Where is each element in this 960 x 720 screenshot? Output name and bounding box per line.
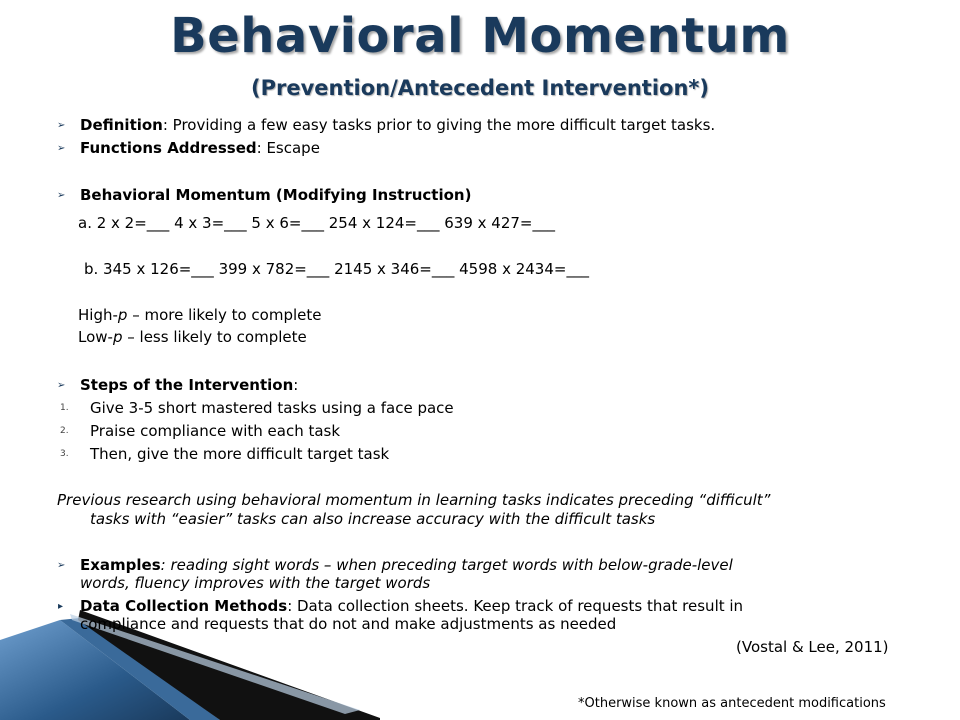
definition-text: : Providing a few easy tasks prior to giving the more difficult target tasks. [162, 116, 716, 134]
step-item: Then, give the more difficult target task [90, 445, 390, 463]
high-p-letter: p [117, 306, 128, 324]
functions-line [80, 139, 320, 158]
examples-line-2 [80, 574, 430, 593]
step-item: Praise compliance with each task [90, 422, 341, 440]
examples-label: Examples [80, 556, 161, 574]
low-p-line [78, 328, 307, 347]
data-collection-line-1 [80, 597, 743, 616]
step-number: 3. [60, 449, 69, 459]
low-p-letter: p [112, 328, 123, 346]
citation: (Vostal & Lee, 2011) [736, 638, 889, 656]
bullet-arrow-icon: ➢ [57, 560, 66, 571]
example-a: a. 2 x 2=___ 4 x 3=___ 5 x 6=___ 254 x 124=___ 639 x 427=___ [78, 214, 555, 232]
example-b: b. 345 x 126=___ 399 x 782=___ 2145 x 346=___ 4598 x 2434=___ [84, 260, 589, 278]
research-line-2 [90, 510, 655, 529]
low-p-suffix: – less likely to complete [122, 328, 307, 346]
examples-text-2: words, fluency improves with the target words [80, 574, 431, 592]
bullet-triangle-icon: ▸ [58, 601, 64, 612]
low-p-prefix: Low- [78, 328, 113, 346]
steps-header [80, 376, 298, 395]
examples-text-1: : reading sight words – when preceding target words with below-grade-level [160, 556, 733, 574]
step-number: 2. [60, 426, 69, 436]
steps-colon: : [293, 376, 299, 394]
high-p-prefix: High- [78, 306, 118, 324]
step-item: Give 3-5 short mastered tasks using a face pace [90, 399, 454, 417]
steps-label: Steps of the Intervention [80, 376, 294, 394]
examples-line-1 [80, 556, 733, 575]
research-text-1: Previous research using behavioral momentum in learning tasks indicates preceding “difficult” [57, 491, 771, 509]
research-line-1 [57, 491, 770, 510]
bullet-arrow-icon: ➢ [57, 380, 66, 391]
definition-line [80, 116, 715, 135]
data-collection-line-2: compliance and requests that do not and make adjustments as needed [80, 615, 617, 633]
functions-text: : Escape [256, 139, 320, 157]
data-collection-label: Data Collection Methods [80, 597, 288, 615]
functions-label: Functions Addressed [80, 139, 257, 157]
high-p-suffix: – more likely to complete [127, 306, 322, 324]
momentum-header-text: Behavioral Momentum (Modifying Instruction) [80, 186, 472, 204]
high-p-line [78, 306, 322, 325]
bullet-arrow-icon: ➢ [57, 143, 66, 154]
slide-subtitle: (Prevention/Antecedent Intervention*) [251, 76, 709, 100]
bullet-arrow-icon: ➢ [57, 120, 66, 131]
research-text-2: tasks with “easier” tasks can also increase accuracy with the difficult tasks [90, 510, 656, 528]
slide-title: Behavioral Momentum [170, 8, 790, 64]
data-collection-text-1: : Data collection sheets. Keep track of requests that result in [287, 597, 744, 615]
step-number: 1. [60, 403, 69, 413]
footnote: *Otherwise known as antecedent modifications [578, 696, 886, 711]
bullet-arrow-icon: ➢ [57, 190, 66, 201]
definition-label: Definition [80, 116, 163, 134]
momentum-header [80, 186, 471, 205]
